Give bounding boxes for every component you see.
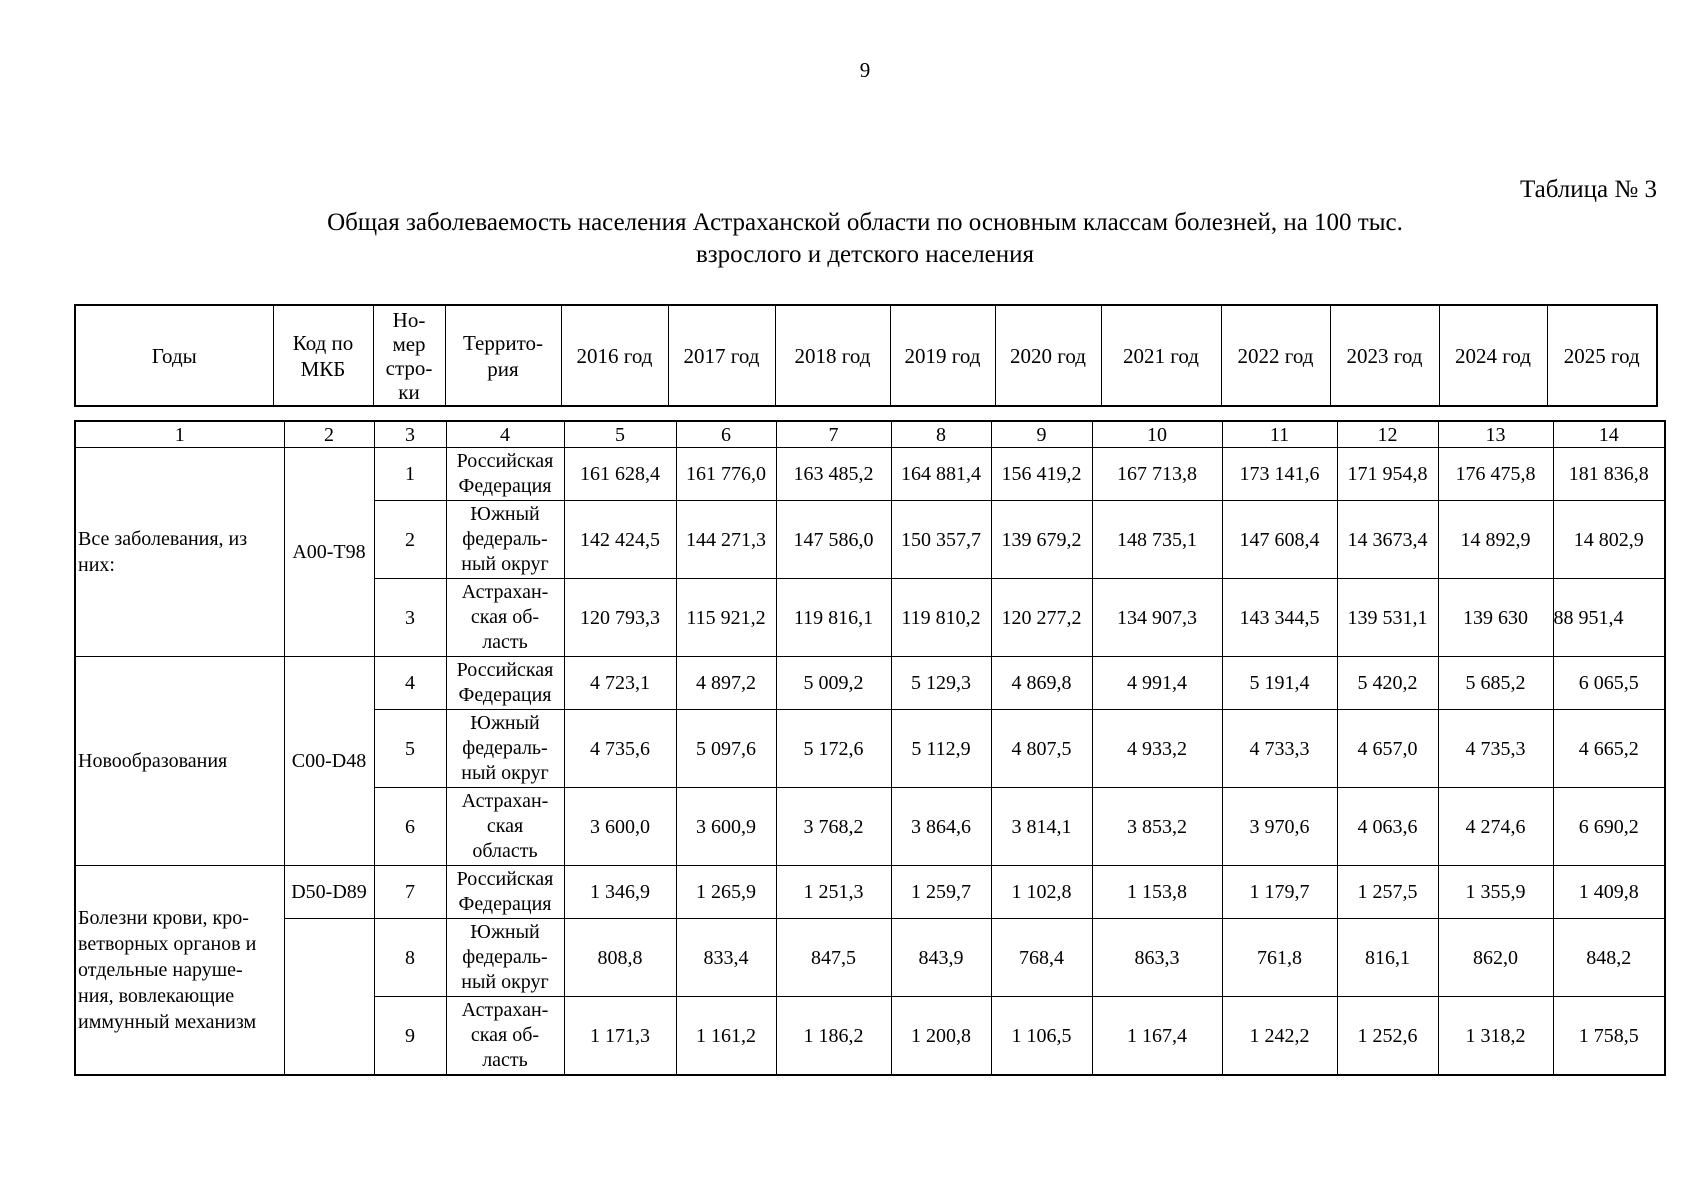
value-cell: 3 814,1 bbox=[991, 788, 1092, 866]
value-cell: 4 274,6 bbox=[1438, 788, 1553, 866]
column-number: 7 bbox=[776, 421, 891, 448]
value-cell: 1 265,9 bbox=[676, 866, 776, 919]
value-cell: 4 723,1 bbox=[564, 657, 676, 710]
value-cell: 1 167,4 bbox=[1092, 997, 1222, 1076]
value-cell: 5 112,9 bbox=[891, 710, 991, 788]
table-row bbox=[75, 448, 1665, 501]
row-number: 7 bbox=[374, 866, 446, 919]
value-cell: 833,4 bbox=[676, 919, 776, 997]
value-cell: 3 853,2 bbox=[1092, 788, 1222, 866]
value-cell: 150 357,7 bbox=[891, 501, 991, 579]
value-cell: 1 161,2 bbox=[676, 997, 776, 1076]
value-cell: 1 758,5 bbox=[1553, 997, 1665, 1076]
value-cell: 14 892,9 bbox=[1438, 501, 1553, 579]
value-cell: 139 630 bbox=[1438, 579, 1553, 657]
value-cell: 5 420,2 bbox=[1337, 657, 1438, 710]
value-cell: 1 409,8 bbox=[1553, 866, 1665, 919]
title-line-1: Общая заболеваемость населения Астраханской области по основным классам болезней, на 100 тыс. bbox=[327, 209, 1403, 236]
value-cell: 5 009,2 bbox=[776, 657, 891, 710]
value-cell: 1 186,2 bbox=[776, 997, 891, 1076]
value-cell: 148 735,1 bbox=[1092, 501, 1222, 579]
value-cell: 4 665,2 bbox=[1553, 710, 1665, 788]
value-cell: 1 102,8 bbox=[991, 866, 1092, 919]
column-number: 6 bbox=[676, 421, 776, 448]
territory-cell: Российская Федерация bbox=[446, 866, 564, 919]
column-number: 12 bbox=[1337, 421, 1438, 448]
column-number: 13 bbox=[1438, 421, 1553, 448]
value-cell: 119 816,1 bbox=[776, 579, 891, 657]
value-cell: 863,3 bbox=[1092, 919, 1222, 997]
value-cell: 4 735,6 bbox=[564, 710, 676, 788]
header-year: 2023 год bbox=[1330, 305, 1439, 406]
value-cell: 88 951,4 bbox=[1553, 579, 1665, 657]
territory-cell: Астрахан- ская область bbox=[446, 788, 564, 866]
value-cell: 144 271,3 bbox=[676, 501, 776, 579]
header-row-number: Но- мер стро- ки bbox=[373, 305, 445, 406]
row-number: 1 bbox=[374, 448, 446, 501]
header-year: 2021 год bbox=[1101, 305, 1221, 406]
value-cell: 4 933,2 bbox=[1092, 710, 1222, 788]
column-number: 2 bbox=[284, 421, 374, 448]
column-number: 11 bbox=[1222, 421, 1337, 448]
value-cell: 156 419,2 bbox=[991, 448, 1092, 501]
column-number: 14 bbox=[1553, 421, 1665, 448]
value-cell: 5 097,6 bbox=[676, 710, 776, 788]
value-cell: 4 869,8 bbox=[991, 657, 1092, 710]
value-cell: 3 864,6 bbox=[891, 788, 991, 866]
header-year: 2017 год bbox=[668, 305, 775, 406]
value-cell: 4 735,3 bbox=[1438, 710, 1553, 788]
header-year: 2019 год bbox=[890, 305, 995, 406]
value-cell: 171 954,8 bbox=[1337, 448, 1438, 501]
value-cell: 119 810,2 bbox=[891, 579, 991, 657]
column-number: 5 bbox=[564, 421, 676, 448]
value-cell: 5 685,2 bbox=[1438, 657, 1553, 710]
value-cell: 848,2 bbox=[1553, 919, 1665, 997]
value-cell: 1 251,3 bbox=[776, 866, 891, 919]
value-cell: 1 318,2 bbox=[1438, 997, 1553, 1076]
value-cell: 1 153,8 bbox=[1092, 866, 1222, 919]
header-table bbox=[74, 304, 1658, 407]
header-year: 2022 год bbox=[1221, 305, 1330, 406]
value-cell: 1 179,7 bbox=[1222, 866, 1337, 919]
header-years: Годы bbox=[75, 305, 273, 406]
header-year: 2024 год bbox=[1439, 305, 1547, 406]
value-cell: 1 171,3 bbox=[564, 997, 676, 1076]
table-row bbox=[75, 866, 1665, 919]
value-cell: 1 242,2 bbox=[1222, 997, 1337, 1076]
value-cell: 808,8 bbox=[564, 919, 676, 997]
value-cell: 161 776,0 bbox=[676, 448, 776, 501]
icd-code-cell: A00-T98 bbox=[284, 448, 374, 657]
header-icd-code: Код по МКБ bbox=[273, 305, 373, 406]
page-number: 9 bbox=[859, 58, 871, 82]
value-cell: 14 3673,4 bbox=[1337, 501, 1438, 579]
column-number: 8 bbox=[891, 421, 991, 448]
value-cell: 120 793,3 bbox=[564, 579, 676, 657]
value-cell: 163 485,2 bbox=[776, 448, 891, 501]
data-table bbox=[74, 420, 1666, 1076]
table-label: Таблица № 3 bbox=[1519, 176, 1657, 203]
value-cell: 120 277,2 bbox=[991, 579, 1092, 657]
value-cell: 139 679,2 bbox=[991, 501, 1092, 579]
value-cell: 3 600,0 bbox=[564, 788, 676, 866]
header-year: 2018 год bbox=[775, 305, 890, 406]
value-cell: 139 531,1 bbox=[1337, 579, 1438, 657]
value-cell: 4 897,2 bbox=[676, 657, 776, 710]
row-number: 2 bbox=[374, 501, 446, 579]
column-numbers-row bbox=[75, 421, 1665, 448]
value-cell: 847,5 bbox=[776, 919, 891, 997]
value-cell: 1 346,9 bbox=[564, 866, 676, 919]
territory-cell: Российская Федерация bbox=[446, 448, 564, 501]
table-row bbox=[75, 919, 1665, 997]
value-cell: 1 200,8 bbox=[891, 997, 991, 1076]
value-cell: 5 191,4 bbox=[1222, 657, 1337, 710]
table-title bbox=[0, 207, 1697, 271]
value-cell: 181 836,8 bbox=[1553, 448, 1665, 501]
header-year: 2016 год bbox=[561, 305, 668, 406]
value-cell: 4 991,4 bbox=[1092, 657, 1222, 710]
value-cell: 1 259,7 bbox=[891, 866, 991, 919]
column-number: 9 bbox=[991, 421, 1092, 448]
value-cell: 176 475,8 bbox=[1438, 448, 1553, 501]
column-number: 10 bbox=[1092, 421, 1222, 448]
category-cell: Новообразования bbox=[75, 657, 284, 866]
category-cell: Все заболевания, из них: bbox=[75, 448, 284, 657]
header-territory: Террито- рия bbox=[445, 305, 561, 406]
value-cell: 3 600,9 bbox=[676, 788, 776, 866]
value-cell: 5 129,3 bbox=[891, 657, 991, 710]
value-cell: 4 063,6 bbox=[1337, 788, 1438, 866]
header-year: 2025 год bbox=[1547, 305, 1657, 406]
territory-cell: Российская Федерация bbox=[446, 657, 564, 710]
value-cell: 761,8 bbox=[1222, 919, 1337, 997]
column-number: 4 bbox=[446, 421, 564, 448]
territory-cell: Астрахан- ская об- ласть bbox=[446, 579, 564, 657]
value-cell: 142 424,5 bbox=[564, 501, 676, 579]
value-cell: 1 355,9 bbox=[1438, 866, 1553, 919]
column-number: 1 bbox=[75, 421, 284, 448]
header-year: 2020 год bbox=[995, 305, 1101, 406]
value-cell: 4 657,0 bbox=[1337, 710, 1438, 788]
row-number: 6 bbox=[374, 788, 446, 866]
value-cell: 14 802,9 bbox=[1553, 501, 1665, 579]
row-number: 8 bbox=[374, 919, 446, 997]
value-cell: 134 907,3 bbox=[1092, 579, 1222, 657]
value-cell: 3 768,2 bbox=[776, 788, 891, 866]
value-cell: 147 586,0 bbox=[776, 501, 891, 579]
value-cell: 147 608,4 bbox=[1222, 501, 1337, 579]
value-cell: 4 807,5 bbox=[991, 710, 1092, 788]
value-cell: 862,0 bbox=[1438, 919, 1553, 997]
icd-code-cell-empty bbox=[284, 919, 374, 1076]
row-number: 3 bbox=[374, 579, 446, 657]
value-cell: 3 970,6 bbox=[1222, 788, 1337, 866]
value-cell: 115 921,2 bbox=[676, 579, 776, 657]
value-cell: 1 106,5 bbox=[991, 997, 1092, 1076]
icd-code-cell: D50-D89 bbox=[284, 866, 374, 919]
value-cell: 143 344,5 bbox=[1222, 579, 1337, 657]
value-cell: 843,9 bbox=[891, 919, 991, 997]
value-cell: 167 713,8 bbox=[1092, 448, 1222, 501]
row-number: 9 bbox=[374, 997, 446, 1076]
value-cell: 768,4 bbox=[991, 919, 1092, 997]
value-cell: 1 257,5 bbox=[1337, 866, 1438, 919]
row-number: 4 bbox=[374, 657, 446, 710]
territory-cell: Южный федераль- ный округ bbox=[446, 919, 564, 997]
icd-code-cell: C00-D48 bbox=[284, 657, 374, 866]
value-cell: 161 628,4 bbox=[564, 448, 676, 501]
value-cell: 6 065,5 bbox=[1553, 657, 1665, 710]
value-cell: 164 881,4 bbox=[891, 448, 991, 501]
title-line-2: взрослого и детского населения bbox=[695, 241, 1035, 268]
column-number: 3 bbox=[374, 421, 446, 448]
territory-cell: Южный федераль- ный округ bbox=[446, 710, 564, 788]
territory-cell: Астрахан- ская об- ласть bbox=[446, 997, 564, 1076]
category-cell: Болезни крови, кро- ветворных органов и отдельные наруше- ния, вовлекающие иммунный механизм bbox=[75, 866, 284, 1076]
table-row bbox=[75, 657, 1665, 710]
value-cell: 5 172,6 bbox=[776, 710, 891, 788]
territory-cell: Южный федераль- ный округ bbox=[446, 501, 564, 579]
value-cell: 4 733,3 bbox=[1222, 710, 1337, 788]
row-number: 5 bbox=[374, 710, 446, 788]
value-cell: 6 690,2 bbox=[1553, 788, 1665, 866]
value-cell: 1 252,6 bbox=[1337, 997, 1438, 1076]
value-cell: 816,1 bbox=[1337, 919, 1438, 997]
value-cell: 173 141,6 bbox=[1222, 448, 1337, 501]
